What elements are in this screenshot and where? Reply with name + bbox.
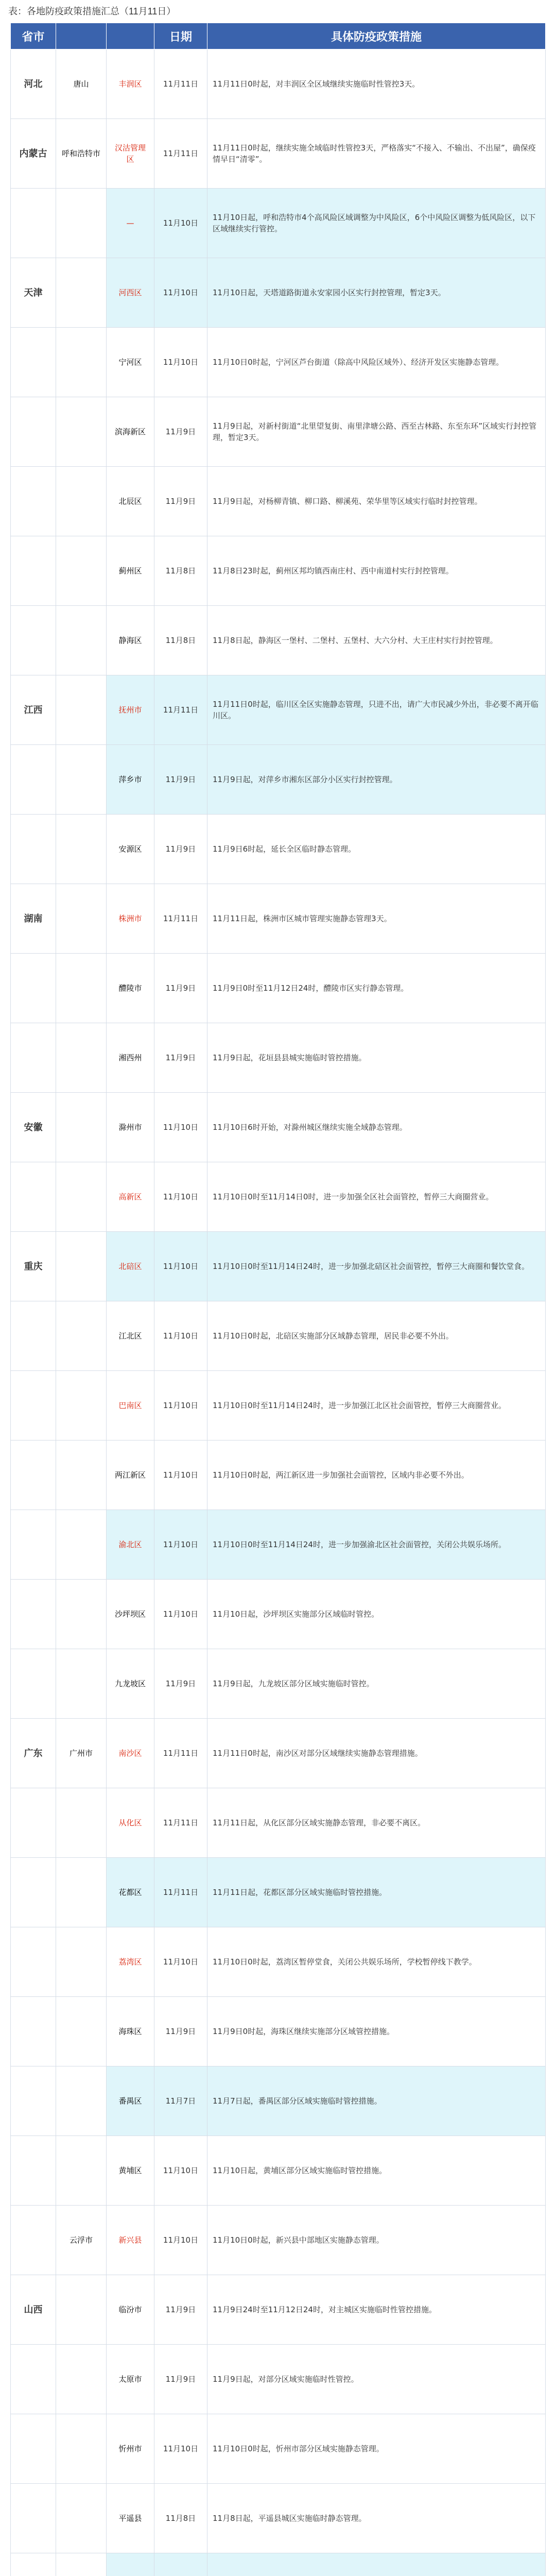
district-cell: 北辰区 (107, 467, 154, 536)
city-cell (56, 258, 107, 328)
province-cell: 湖南 (11, 884, 56, 954)
table-row (11, 1162, 546, 1232)
table-caption: 表：各地防疫政策措施汇总（11月11日） (8, 6, 176, 16)
district-cell: 萍乡市 (107, 745, 154, 815)
district-cell: 两江新区 (107, 1440, 154, 1510)
province-cell (11, 1649, 56, 1719)
table-row (11, 1301, 546, 1371)
district-cell: 从化区 (107, 1788, 154, 1858)
table-row (11, 2136, 546, 2206)
table-row (11, 1927, 546, 1997)
table-row (11, 1649, 546, 1719)
city-cell: 广州市 (56, 1719, 107, 1788)
city-cell (56, 884, 107, 954)
measure-cell: 11月8日起，静海区一堡村、二堡村、五堡村、大六分村、大王庄村实行封控管理。 (207, 606, 546, 675)
policy-table (10, 23, 546, 2576)
district-cell: 黄埔区 (107, 2136, 154, 2206)
district-cell: 临汾市 (107, 2275, 154, 2345)
district-cell: 巴南区 (107, 1371, 154, 1440)
table-row (11, 49, 546, 119)
measure-cell: 11月11日0时起，对丰润区全区域继续实施临时性管控3天。 (207, 49, 546, 119)
measure-cell: 11月10日0时起，新兴县中部地区实施静态管理。 (207, 2206, 546, 2275)
province-cell (11, 606, 56, 675)
date-cell (154, 2553, 207, 2576)
province-cell (11, 397, 56, 467)
district-cell: 太原市 (107, 2345, 154, 2414)
province-cell (11, 189, 56, 258)
city-cell (56, 1997, 107, 2066)
date-cell: 11月8日 (154, 2484, 207, 2553)
province-cell (11, 1997, 56, 2066)
province-cell (11, 815, 56, 884)
city-cell: 云浮市 (56, 2206, 107, 2275)
measure-cell: 11月10日0时至11月14日24时，进一步加强渝北区社会面管控，关闭公共娱乐场所。 (207, 1510, 546, 1580)
province-cell (11, 954, 56, 1023)
date-cell: 11月10日 (154, 1927, 207, 1997)
district-cell: 沙坪坝区 (107, 1580, 154, 1649)
measure-cell: 11月10日0时至11月14日24时，进一步加强北碚区社会面管控，暂停三大商圈和餐饮堂食。 (207, 1232, 546, 1301)
measure-cell: 11月10日起，沙坪坝区实施部分区域临时管控。 (207, 1580, 546, 1649)
date-cell: 11月9日 (154, 815, 207, 884)
date-cell: 11月10日 (154, 1093, 207, 1162)
measure-cell: 11月9日6时起，延长全区临时静态管理。 (207, 815, 546, 884)
date-cell: 11月10日 (154, 2414, 207, 2484)
date-cell: 11月10日 (154, 1510, 207, 1580)
district-cell: 株洲市 (107, 884, 154, 954)
city-cell (56, 2136, 107, 2206)
date-cell: 11月10日 (154, 189, 207, 258)
district-cell: 静海区 (107, 606, 154, 675)
district-cell (107, 2553, 154, 2576)
measure-cell: 11月8日23时起，蓟州区邦均镇西南庄村、西中南道村实行封控管理。 (207, 536, 546, 606)
city-cell (56, 467, 107, 536)
header-date: 日期 (154, 23, 207, 49)
table-row (11, 1788, 546, 1858)
city-cell: 唐山 (56, 49, 107, 119)
city-cell (56, 1093, 107, 1162)
measure-cell: 11月10日起，呼和浩特市4个高风险区域调整为中风险区，6个中风险区调整为低风险区，以下区域继续实行管控。 (207, 189, 546, 258)
province-cell: 安徽 (11, 1093, 56, 1162)
city-cell (56, 2553, 107, 2576)
province-cell (11, 1371, 56, 1440)
province-cell: 江西 (11, 675, 56, 745)
district-cell: 安源区 (107, 815, 154, 884)
province-cell (11, 2553, 56, 2576)
table-row (11, 1997, 546, 2066)
district-cell: 丰润区 (107, 49, 154, 119)
measure-cell: 11月10日6时开始，对滁州城区继续实施全域静态管理。 (207, 1093, 546, 1162)
city-cell (56, 536, 107, 606)
date-cell: 11月9日 (154, 745, 207, 815)
measure-cell: 11月10日起，天塔道路街道永安家园小区实行封控管理，暂定3天。 (207, 258, 546, 328)
date-cell: 11月10日 (154, 2206, 207, 2275)
district-cell: 番禺区 (107, 2066, 154, 2136)
city-cell (56, 2275, 107, 2345)
city-cell (56, 1858, 107, 1927)
measure-cell: 11月11日起，株洲市区城市管理实施静态管理3天。 (207, 884, 546, 954)
table-row (11, 2414, 546, 2484)
measure-cell: 11月9日起，对部分区域实施临时性管控。 (207, 2345, 546, 2414)
city-cell (56, 1580, 107, 1649)
measure-cell: 11月9日0时起，海珠区继续实施部分区域管控措施。 (207, 1997, 546, 2066)
city-cell (56, 1371, 107, 1440)
district-cell: 湘西州 (107, 1023, 154, 1093)
city-cell (56, 1440, 107, 1510)
measure-cell: 11月11日0时起，临川区全区实施静态管理，只进不出，请广大市民减少外出，非必要不离开临川区。 (207, 675, 546, 745)
district-cell: 新兴县 (107, 2206, 154, 2275)
table-row (11, 2345, 546, 2414)
city-cell (56, 1649, 107, 1719)
date-cell: 11月9日 (154, 397, 207, 467)
province-cell (11, 1858, 56, 1927)
date-cell: 11月9日 (154, 1649, 207, 1719)
city-cell (56, 606, 107, 675)
date-cell: 11月11日 (154, 49, 207, 119)
date-cell: 11月9日 (154, 2275, 207, 2345)
province-cell (11, 2484, 56, 2553)
measure-cell: 11月8日起，平遥县城区实施临时静态管理。 (207, 2484, 546, 2553)
measure-cell (207, 2553, 546, 2576)
district-cell: — (107, 189, 154, 258)
city-cell (56, 954, 107, 1023)
date-cell: 11月11日 (154, 1719, 207, 1788)
date-cell: 11月10日 (154, 1440, 207, 1510)
date-cell: 11月10日 (154, 2136, 207, 2206)
province-cell (11, 2414, 56, 2484)
date-cell: 11月10日 (154, 258, 207, 328)
city-cell (56, 675, 107, 745)
date-cell: 11月11日 (154, 675, 207, 745)
city-cell (56, 1510, 107, 1580)
district-cell: 渝北区 (107, 1510, 154, 1580)
table-row (11, 675, 546, 745)
table-row (11, 1719, 546, 1788)
province-cell (11, 1162, 56, 1232)
province-cell (11, 467, 56, 536)
district-cell: 花都区 (107, 1858, 154, 1927)
table-row (11, 745, 546, 815)
table-row (11, 1232, 546, 1301)
measure-cell: 11月11日0时起，南沙区对部分区域继续实施静态管理措施。 (207, 1719, 546, 1788)
table-row (11, 189, 546, 258)
province-cell (11, 2066, 56, 2136)
date-cell: 11月10日 (154, 328, 207, 397)
table-row (11, 1510, 546, 1580)
province-cell (11, 745, 56, 815)
city-cell (56, 189, 107, 258)
province-cell (11, 2136, 56, 2206)
table-row (11, 328, 546, 397)
district-cell: 宁河区 (107, 328, 154, 397)
city-cell (56, 1023, 107, 1093)
table-row (11, 1023, 546, 1093)
table-row (11, 397, 546, 467)
date-cell: 11月11日 (154, 1788, 207, 1858)
table-row (11, 954, 546, 1023)
province-cell: 山西 (11, 2275, 56, 2345)
province-cell (11, 2206, 56, 2275)
district-cell: 南沙区 (107, 1719, 154, 1788)
province-cell (11, 1927, 56, 1997)
measure-cell: 11月7日起，番禺区部分区域实施临时管控措施。 (207, 2066, 546, 2136)
date-cell: 11月8日 (154, 606, 207, 675)
district-cell: 九龙坡区 (107, 1649, 154, 1719)
header-province: 省市 (11, 23, 56, 49)
province-cell (11, 1440, 56, 1510)
measure-cell: 11月9日起，花垣县县城实施临时管控措施。 (207, 1023, 546, 1093)
measure-cell: 11月10日0时至11月14日24时，进一步加强江北区社会面管控，暂停三大商圈营业。 (207, 1371, 546, 1440)
date-cell: 11月9日 (154, 954, 207, 1023)
city-cell (56, 1232, 107, 1301)
measure-cell: 11月9日起，对新村街道“北里望复街、南里津塘公路、西至古林路、东至东环”区域实行封控管理，暂定3天。 (207, 397, 546, 467)
table-row (11, 606, 546, 675)
date-cell: 11月10日 (154, 1232, 207, 1301)
province-cell (11, 1510, 56, 1580)
date-cell: 11月7日 (154, 2066, 207, 2136)
table-row (11, 1858, 546, 1927)
table-row (11, 815, 546, 884)
date-cell: 11月10日 (154, 1301, 207, 1371)
city-cell (56, 2066, 107, 2136)
table-row (11, 536, 546, 606)
district-cell: 滨海新区 (107, 397, 154, 467)
date-cell: 11月9日 (154, 1997, 207, 2066)
district-cell: 忻州市 (107, 2414, 154, 2484)
table-row (11, 1093, 546, 1162)
district-cell: 北碚区 (107, 1232, 154, 1301)
date-cell: 11月10日 (154, 1371, 207, 1440)
date-cell: 11月8日 (154, 536, 207, 606)
table-row (11, 1440, 546, 1510)
city-cell (56, 815, 107, 884)
measure-cell: 11月9日24时至11月12日24时，对主城区实施临时性管控措施。 (207, 2275, 546, 2345)
city-cell (56, 397, 107, 467)
table-row (11, 467, 546, 536)
table-row (11, 884, 546, 954)
table-row (11, 258, 546, 328)
province-cell (11, 2345, 56, 2414)
table-row (11, 2484, 546, 2553)
measure-cell: 11月11日起，从化区部分区域实施静态管理，非必要不离区。 (207, 1788, 546, 1858)
district-cell: 醴陵市 (107, 954, 154, 1023)
district-cell: 滁州市 (107, 1093, 154, 1162)
district-cell: 高新区 (107, 1162, 154, 1232)
date-cell: 11月9日 (154, 2345, 207, 2414)
province-cell: 河北 (11, 49, 56, 119)
table-row (11, 2206, 546, 2275)
measure-cell: 11月10日0时起，荔湾区暂停堂食，关闭公共娱乐场所，学校暂停线下教学。 (207, 1927, 546, 1997)
measure-cell: 11月11日起，花都区部分区域实施临时管控措施。 (207, 1858, 546, 1927)
measure-cell: 11月9日起，对杨柳青镇、柳口路、柳溪苑、荣华里等区域实行临时封控管理。 (207, 467, 546, 536)
city-cell (56, 2345, 107, 2414)
header-district (107, 23, 154, 49)
measure-cell: 11月11日0时起，继续实施全域临时性管控3天，严格落实“不接入、不输出、不出屋”，确保疫情早日“清零”。 (207, 119, 546, 189)
header-measures: 具体防疫政策措施 (207, 23, 546, 49)
province-cell (11, 1580, 56, 1649)
province-cell (11, 536, 56, 606)
city-cell (56, 1788, 107, 1858)
province-cell (11, 1788, 56, 1858)
province-cell (11, 328, 56, 397)
city-cell: 呼和浩特市 (56, 119, 107, 189)
measure-cell: 11月9日起，对萍乡市湘东区部分小区实行封控管理。 (207, 745, 546, 815)
table-row (11, 2275, 546, 2345)
table-row (11, 1580, 546, 1649)
header-city (56, 23, 107, 49)
measure-cell: 11月10日0时至11月14日0时，进一步加强全区社会面管控，暂停三大商圈营业。 (207, 1162, 546, 1232)
province-cell (11, 1023, 56, 1093)
measure-cell: 11月10日0时起，两江新区进一步加强社会面管控，区域内非必要不外出。 (207, 1440, 546, 1510)
measure-cell: 11月10日0时起，忻州市部分区域实施静态管理。 (207, 2414, 546, 2484)
table-header-row (11, 23, 546, 49)
district-cell: 海珠区 (107, 1997, 154, 2066)
table-row (11, 2553, 546, 2576)
city-cell (56, 328, 107, 397)
table-row (11, 119, 546, 189)
measure-cell: 11月9日0时至11月12日24时，醴陵市区实行静态管理。 (207, 954, 546, 1023)
date-cell: 11月9日 (154, 1023, 207, 1093)
city-cell (56, 745, 107, 815)
district-cell: 荔湾区 (107, 1927, 154, 1997)
province-cell: 广东 (11, 1719, 56, 1788)
province-cell: 天津 (11, 258, 56, 328)
province-cell: 内蒙古 (11, 119, 56, 189)
measure-cell: 11月10日起，黄埔区部分区域实施临时管控措施。 (207, 2136, 546, 2206)
province-cell (11, 1301, 56, 1371)
district-cell: 汉沽管理区 (107, 119, 154, 189)
date-cell: 11月11日 (154, 119, 207, 189)
table-row (11, 2066, 546, 2136)
measure-cell: 11月10日0时起，北碚区实施部分区域静态管理，居民非必要不外出。 (207, 1301, 546, 1371)
city-cell (56, 2484, 107, 2553)
measure-cell: 11月9日起，九龙坡区部分区域实施临时管控。 (207, 1649, 546, 1719)
table-body (11, 49, 546, 2576)
district-cell: 抚州市 (107, 675, 154, 745)
district-cell: 河西区 (107, 258, 154, 328)
city-cell (56, 2414, 107, 2484)
date-cell: 11月11日 (154, 1858, 207, 1927)
city-cell (56, 1301, 107, 1371)
date-cell: 11月10日 (154, 1580, 207, 1649)
date-cell: 11月9日 (154, 467, 207, 536)
district-cell: 蓟州区 (107, 536, 154, 606)
table-row (11, 1371, 546, 1440)
province-cell: 重庆 (11, 1232, 56, 1301)
district-cell: 江北区 (107, 1301, 154, 1371)
city-cell (56, 1927, 107, 1997)
date-cell: 11月10日 (154, 1162, 207, 1232)
measure-cell: 11月10日0时起，宁河区芦台街道（除高中风险区域外）、经济开发区实施静态管理。 (207, 328, 546, 397)
city-cell (56, 1162, 107, 1232)
date-cell: 11月11日 (154, 884, 207, 954)
district-cell: 平遥县 (107, 2484, 154, 2553)
